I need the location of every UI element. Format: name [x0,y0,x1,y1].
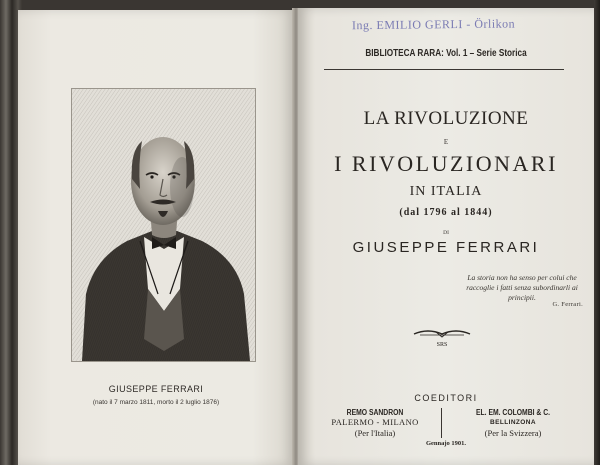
epigraph-signature: G. Ferrari. [552,301,583,308]
ownership-stamp: Ing. EMILIO GERLI - Örlikon [351,16,516,33]
title-date-range: (dal 1796 al 1844) [399,207,493,218]
title-line-3: IN ITALIA [409,184,483,199]
portrait-caption-name: GIUSEPPE FERRARI [108,384,204,394]
left-page [18,10,294,465]
title-page [298,8,594,465]
title-line-2: I RIVOLUZIONARI [334,151,558,176]
series-rule [324,69,564,70]
publisher-italy-name: REMO SANDRON [346,408,404,417]
publisher-italy-note: (Per l'Italia) [354,428,396,438]
author-name: GIUSEPPE FERRARI [352,239,540,256]
publisher-switzerland-note: (Per la Svizzera) [484,428,542,438]
printer-ornament-icon [410,326,474,348]
title-conjunction: E [443,138,449,146]
title-line-1: LA RIVOLUZIONE [363,108,529,129]
ornament-mark: SRS [436,342,448,348]
publisher-divider [441,408,442,438]
title-by: DI [443,230,449,236]
series-heading: BIBLIOTECA RARA: Vol. 1 – Serie Storica [365,48,527,59]
book-edge [594,0,600,465]
portrait-illustration [72,89,255,361]
publisher-switzerland-city: BELLINZONA [490,419,536,426]
portrait-caption-dates: (nato il 7 marzo 1811, morto il 2 luglio 1876) [92,399,220,406]
publisher-switzerland-name: EL. EM. COLOMBI & C. [475,408,551,417]
publisher-switzerland [448,408,578,438]
epigraph: La storia non ha senso per colui che raccoglie i fatti senza subordinarli ai principii. [466,273,578,302]
publication-date: Gennajo 1901. [425,440,467,447]
portrait-engraving [71,88,256,362]
publisher-italy-city: PALERMO - MILANO [331,417,419,427]
publishers-heading: COEDITORI [414,393,478,403]
publisher-italy [310,408,440,438]
